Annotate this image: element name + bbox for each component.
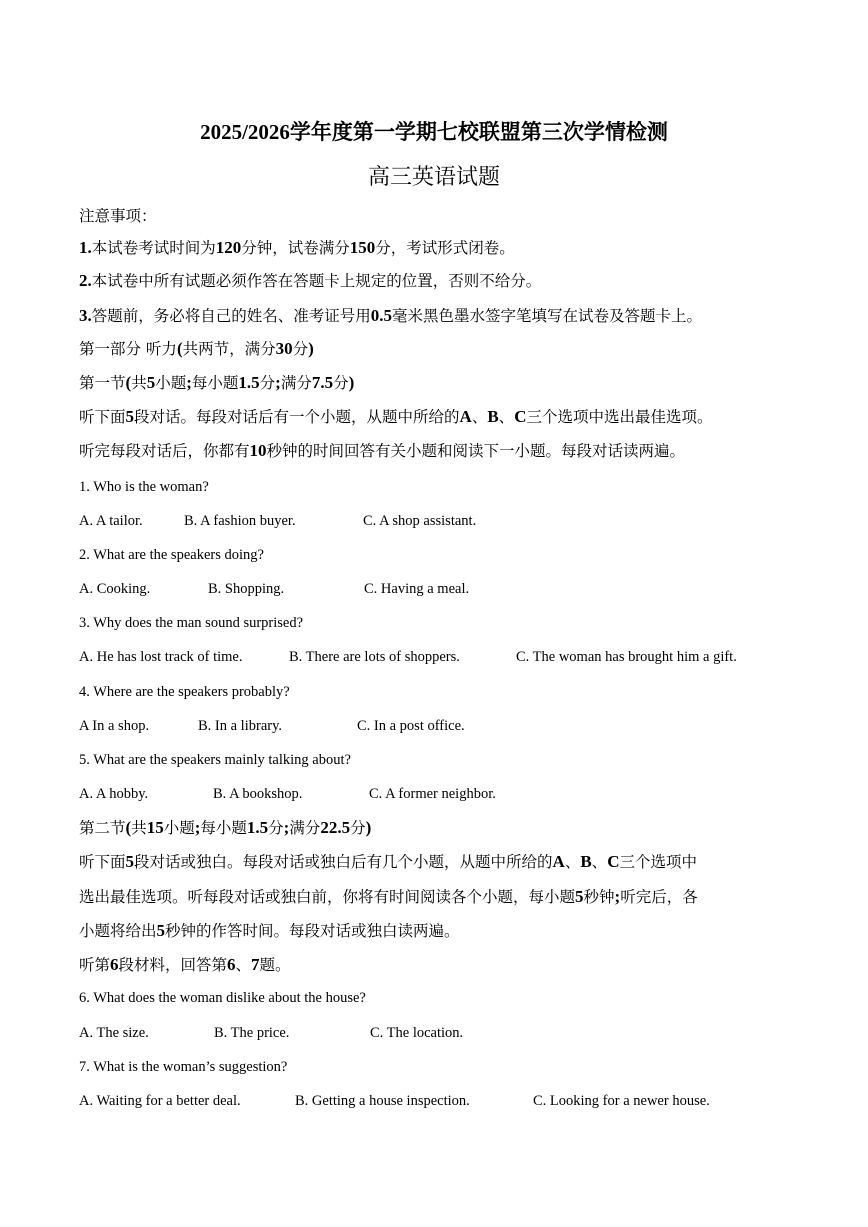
section2-instruction-2: 选出最佳选项。听每段对话或独白前，你将有时间阅读各个小题，每小题5秒钟;听完后，各 [79, 887, 698, 906]
question-6: 6. What does the woman dislike about the house? [79, 990, 366, 1006]
q7-option-c: C. Looking for a newer house. [533, 1093, 710, 1109]
material-6-heading: 听第6段材料，回答第6、7题。 [79, 955, 291, 974]
q1-option-b: B. A fashion buyer. [184, 513, 296, 529]
question-3: 3. Why does the man sound surprised? [79, 615, 304, 631]
exam-subtitle: 高三英语试题 [367, 165, 500, 190]
section2-instruction-3: 小题将给出5秒钟的作答时间。每段对话或独白读两遍。 [79, 921, 460, 940]
q2-option-b: B. Shopping. [208, 581, 285, 597]
q7-option-b: B. Getting a house inspection. [295, 1093, 470, 1109]
q3-option-a: A. He has lost track of time. [79, 649, 243, 665]
q1-option-c: C. A shop assistant. [363, 513, 477, 529]
question-7: 7. What is the woman’s suggestion? [79, 1059, 288, 1075]
notice-item-2: 2.本试卷中所有试题必须作答在答题卡上规定的位置，否则不给分。 [79, 271, 542, 290]
part1-heading: 第一部分 听力(共两节，满分30分) [79, 339, 314, 358]
exam-title: 2025/2026学年度第一学期七校联盟第三次学情检测 [200, 120, 668, 144]
q4-option-c: C. In a post office. [357, 718, 465, 734]
q6-option-c: C. The location. [370, 1025, 464, 1041]
q2-option-a: A. Cooking. [79, 581, 151, 597]
question-5: 5. What are the speakers mainly talking about? [79, 752, 351, 768]
section1-instruction-1: 听下面5段对话。每段对话后有一个小题，从题中所给的A、B、C三个选项中选出最佳选项。 [79, 407, 713, 426]
q5-option-a: A. A hobby. [79, 786, 149, 802]
q4-option-b: B. In a library. [198, 718, 283, 734]
section2-instruction-1: 听下面5段对话或独白。每段对话或独白后有几个小题，从题中所给的A、B、C三个选项中 [79, 852, 697, 871]
notice-item-3: 3.答题前，务必将自己的姓名、准考证号用0.5毫米黑色墨水签字笔填写在试卷及答题卡上。 [79, 306, 703, 325]
notice-item-1: 1.本试卷考试时间为120分钟，试卷满分150分，考试形式闭卷。 [79, 238, 515, 257]
q4-option-a: A In a shop. [79, 718, 150, 734]
notice-heading: 注意事项： [79, 207, 157, 225]
q7-option-a: A. Waiting for a better deal. [79, 1093, 241, 1109]
q3-option-c: C. The woman has brought him a gift. [516, 649, 737, 665]
q6-option-b: B. The price. [214, 1025, 290, 1041]
q6-option-a: A. The size. [79, 1025, 149, 1041]
q2-option-c: C. Having a meal. [364, 581, 470, 597]
question-1: 1. Who is the woman? [79, 479, 209, 495]
question-2: 2. What are the speakers doing? [79, 547, 264, 563]
section1-heading: 第一节(共5小题;每小题1.5分;满分7.5分) [79, 373, 355, 392]
q5-option-c: C. A former neighbor. [369, 786, 496, 802]
section2-heading: 第二节(共15小题;每小题1.5分;满分22.5分) [79, 818, 372, 837]
section1-instruction-2: 听完每段对话后，你都有10秒钟的时间回答有关小题和阅读下一小题。每段对话读两遍。 [79, 441, 686, 460]
question-4: 4. Where are the speakers probably? [79, 684, 290, 700]
q5-option-b: B. A bookshop. [213, 786, 303, 802]
q3-option-b: B. There are lots of shoppers. [289, 649, 460, 665]
q1-option-a: A. A tailor. [79, 513, 143, 529]
